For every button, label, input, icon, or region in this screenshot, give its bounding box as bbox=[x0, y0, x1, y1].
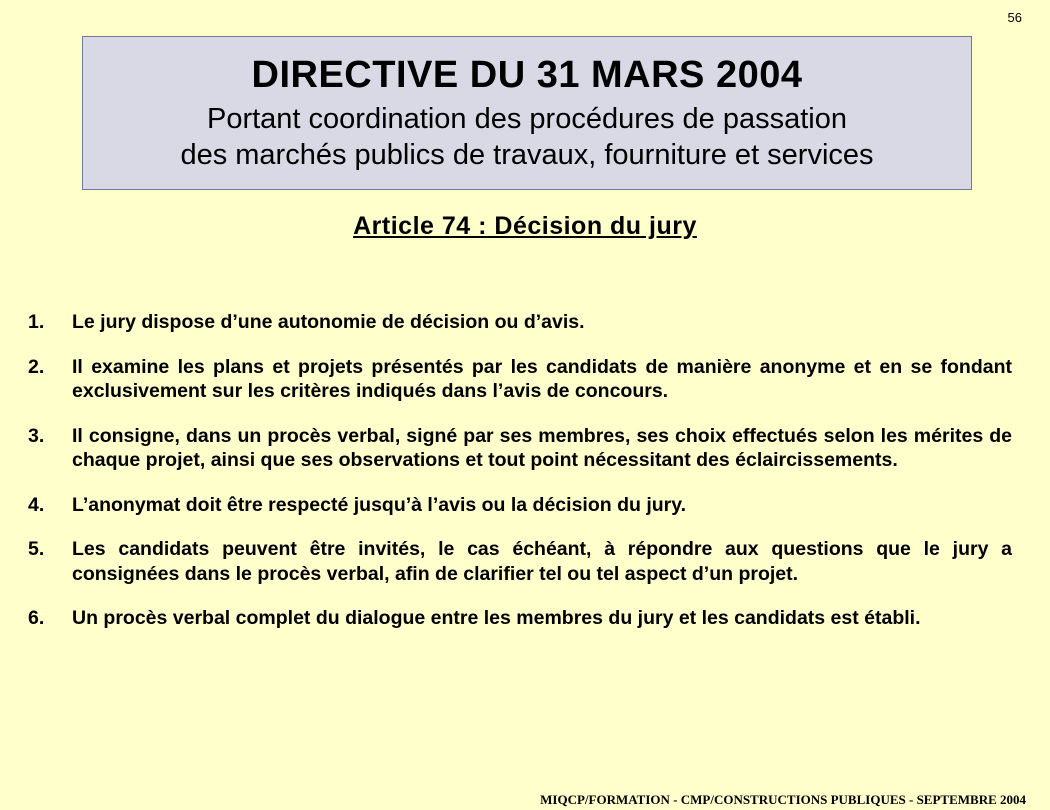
directive-title: DIRECTIVE DU 31 MARS 2004 bbox=[251, 54, 803, 96]
footer-text: MIQCP/FORMATION - CMP/CONSTRUCTIONS PUBLIQUES - SEPTEMBRE 2004 bbox=[540, 792, 1026, 807]
list-item bbox=[28, 606, 1012, 631]
list-item bbox=[28, 355, 1012, 404]
article-heading: Article 74 : Décision du jury bbox=[353, 212, 697, 240]
page-number: 56 bbox=[1007, 10, 1022, 25]
list-item bbox=[28, 537, 1012, 586]
list-item bbox=[28, 310, 1012, 335]
item-number: 3. bbox=[28, 424, 45, 447]
item-number: 1. bbox=[28, 311, 45, 333]
item-number: 4. bbox=[28, 493, 45, 516]
title-box bbox=[82, 36, 972, 190]
list-item bbox=[28, 493, 1012, 518]
subtitle-line-2: des marchés publics de travaux, fourniture et services bbox=[180, 139, 874, 171]
item-number: 6. bbox=[28, 607, 45, 629]
item-text: Les candidats peuvent être invités, le cas échéant, à répondre aux questions que le jury a consignées dans le procès verbal, afin de clarifier tel ou tel aspect d’un projet. bbox=[72, 538, 1012, 585]
list-item bbox=[28, 424, 1012, 473]
item-text: L’anonymat doit être respecté jusqu’à l’avis ou la décision du jury. bbox=[72, 493, 687, 516]
item-text: Un procès verbal complet du dialogue entre les membres du jury et les candidats est établi. bbox=[72, 607, 921, 629]
directive-subtitle bbox=[83, 101, 971, 173]
item-text: Le jury dispose d’une autonomie de décision ou d’avis. bbox=[72, 311, 585, 333]
item-number: 2. bbox=[28, 355, 45, 378]
item-text: Il examine les plans et projets présentés par les candidats de manière anonyme et en se fondant exclusivement sur les critères indiqués dans l’avis de concours. bbox=[72, 355, 1012, 402]
item-text: Il consigne, dans un procès verbal, signé par ses membres, ses choix effectués selon les mérites de chaque projet, ainsi que ses observations et tout point nécessitant des éclaircissements. bbox=[72, 424, 1012, 471]
subtitle-line-1: Portant coordination des procédures de passation bbox=[206, 103, 848, 135]
article-items-list bbox=[28, 310, 1012, 651]
item-number: 5. bbox=[28, 538, 45, 560]
